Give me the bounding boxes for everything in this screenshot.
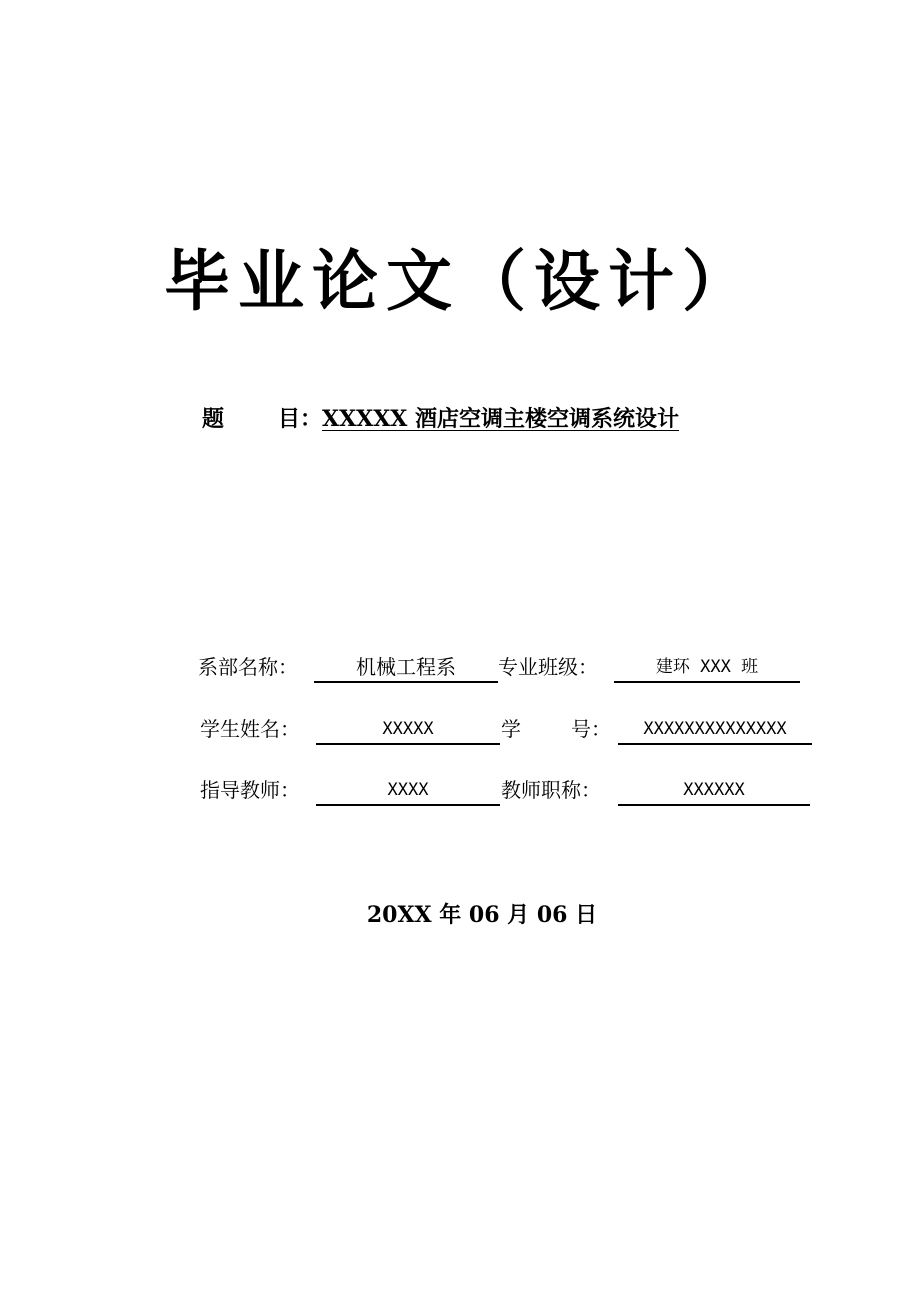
- advisor-title-label: 教师职称：: [501, 778, 601, 802]
- student-id-value: XXXXXXXXXXXXXX: [618, 712, 812, 745]
- department-label: 系部名称：: [198, 655, 298, 679]
- thesis-date: 20XX 年 06 月 06 日: [366, 902, 598, 928]
- advisor-value: XXXX: [316, 773, 500, 806]
- department-value: 机械工程系: [314, 650, 498, 683]
- major-class-label: 专业班级：: [498, 655, 598, 679]
- student-id-label-first-char: 学: [501, 717, 521, 741]
- student-id-label-second-char: 号：: [571, 717, 611, 741]
- topic-row: [202, 402, 679, 436]
- major-class-value: 建环 XXX 班: [614, 650, 800, 683]
- advisor-title-value: XXXXXX: [618, 773, 810, 806]
- student-name-label: 学生姓名：: [200, 717, 300, 741]
- advisor-label: 指导教师：: [200, 778, 300, 802]
- topic-value: XXXXX 酒店空调主楼空调系统设计: [322, 406, 680, 432]
- topic-label-first-char: 题: [202, 406, 225, 432]
- thesis-title: 毕业论文（设计）: [164, 242, 756, 320]
- student-name-value: XXXXX: [316, 712, 500, 745]
- topic-label-second-char: 目：: [278, 406, 323, 432]
